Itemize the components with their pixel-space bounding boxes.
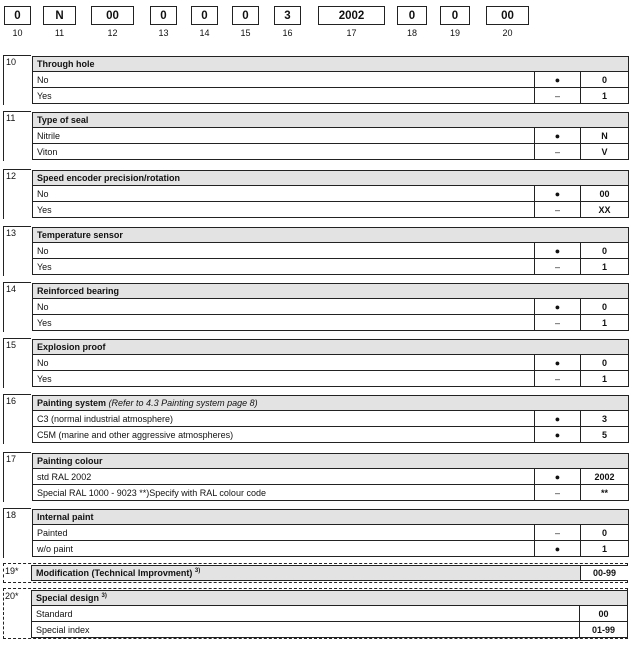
option-dash-icon: –: [534, 525, 580, 540]
option-row: [32, 355, 629, 371]
option-row: [32, 299, 629, 315]
option-code: XX: [580, 202, 628, 217]
section-title: [33, 173, 628, 183]
option-code: 1: [580, 371, 628, 386]
section-header: [32, 112, 629, 128]
code-position-number: 16: [282, 28, 293, 38]
section-header: [32, 227, 629, 243]
modification-value: 00-99: [580, 566, 628, 580]
section-title-text: Painting colour: [37, 456, 103, 466]
option-code: 01-99: [579, 622, 627, 637]
section-title-text: Explosion proof: [37, 342, 106, 352]
option-row: [32, 315, 629, 331]
standard-dot-icon: ●: [534, 541, 580, 556]
option-label: Yes: [37, 204, 52, 215]
section-14: [3, 282, 607, 332]
option-row: [32, 371, 629, 387]
option-code: 5: [580, 427, 628, 442]
code-box-12: 00: [91, 6, 134, 25]
code-position-number: 10: [12, 28, 23, 38]
code-position-number: 19: [449, 28, 460, 38]
section-13: [3, 226, 607, 276]
option-row: [32, 144, 629, 160]
section-number: 13: [6, 228, 17, 238]
standard-dot-icon: ●: [534, 355, 580, 370]
option-row: [32, 128, 629, 144]
section-title-text: Internal paint: [37, 512, 94, 522]
section-number: 16: [6, 396, 17, 406]
section-number: 15: [6, 340, 17, 350]
code-position-number: 15: [240, 28, 251, 38]
code-position-number: 12: [107, 28, 118, 38]
option-row: [32, 186, 629, 202]
option-label: C5M (marine and other aggressive atmospheres): [37, 429, 234, 440]
section-title: [33, 342, 628, 352]
option-label: No: [37, 357, 49, 368]
section-number: 18: [6, 510, 17, 520]
section-title-text: Reinforced bearing: [37, 286, 120, 296]
section-title-text: Temperature sensor: [37, 230, 123, 240]
section-number: 11: [6, 113, 16, 123]
option-row: [32, 202, 629, 218]
option-dash-icon: –: [534, 259, 580, 274]
section-title: [33, 230, 628, 240]
section-title-text: Type of seal: [37, 115, 89, 125]
option-row: [32, 259, 629, 275]
code-box-11: N: [43, 6, 76, 25]
option-row: [31, 622, 628, 638]
option-label: Yes: [37, 261, 52, 272]
code-box-16: 3: [274, 6, 301, 25]
code-box-14: 0: [191, 6, 218, 25]
option-label: std RAL 2002: [37, 471, 92, 482]
section-title: [33, 286, 628, 296]
section-number: 12: [6, 171, 17, 181]
section-number: 17: [6, 454, 17, 464]
option-label: Standard: [36, 608, 73, 619]
option-code: 1: [580, 541, 628, 556]
standard-dot-icon: ●: [534, 411, 580, 426]
standard-dot-icon: ●: [534, 243, 580, 258]
option-code: 1: [580, 88, 628, 103]
code-position-number: 11: [54, 28, 65, 38]
section-number: 10: [6, 57, 17, 67]
standard-dot-icon: ●: [534, 299, 580, 314]
option-code: 1: [580, 259, 628, 274]
option-label: w/o paint: [37, 543, 74, 554]
option-row: [32, 541, 629, 557]
standard-dot-icon: ●: [534, 469, 580, 484]
code-box-17: 2002: [318, 6, 385, 25]
option-code: 0: [580, 243, 628, 258]
option-code: 00: [580, 186, 628, 201]
option-label: No: [37, 245, 49, 256]
section-16: [3, 394, 607, 444]
section-header: [32, 509, 629, 525]
option-row: [32, 485, 629, 501]
option-label: No: [37, 74, 49, 85]
section-title-note: (Refer to 4.3 Painting system page 8): [108, 398, 258, 408]
code-position-number: 18: [406, 28, 417, 38]
option-code: **: [580, 485, 628, 500]
section-header: [32, 170, 629, 186]
section-18: [3, 508, 607, 558]
code-box-20: 00: [486, 6, 529, 25]
standard-dot-icon: ●: [534, 128, 580, 143]
option-row: [32, 72, 629, 88]
option-label: Yes: [37, 317, 52, 328]
option-label: Painted: [37, 527, 68, 538]
section-17: [3, 452, 615, 502]
option-label: Yes: [37, 373, 52, 384]
code-box-19: 0: [440, 6, 470, 25]
option-code: 3: [580, 411, 628, 426]
option-row: [32, 427, 629, 443]
code-box-18: 0: [397, 6, 427, 25]
section-11: [3, 111, 608, 161]
section-title: Modification (Technical Improvment) $^{3)}$: [36, 568, 201, 578]
option-code: 00: [579, 606, 627, 621]
standard-dot-icon: ●: [534, 186, 580, 201]
standard-dot-icon: ●: [534, 427, 580, 442]
option-row: [32, 88, 629, 104]
option-label: No: [37, 301, 49, 312]
section-title-text: Speed encoder precision/rotation: [37, 173, 181, 183]
option-dash-icon: –: [534, 88, 580, 103]
option-code: 0: [580, 72, 628, 87]
section-header: [32, 339, 629, 355]
option-code: 1: [580, 315, 628, 330]
section-20-header: [31, 590, 628, 606]
section-title: Special design $^{3)}$: [36, 593, 107, 603]
option-label: Viton: [37, 146, 58, 157]
option-code: N: [580, 128, 628, 143]
section-header: [32, 453, 629, 469]
option-code: 0: [580, 299, 628, 314]
section-19-header: [31, 565, 628, 581]
option-dash-icon: –: [534, 315, 580, 330]
option-code: 0: [580, 355, 628, 370]
section-number: 20*: [5, 591, 19, 601]
option-dash-icon: –: [534, 485, 580, 500]
section-header: [32, 283, 629, 299]
option-code: 2002: [580, 469, 628, 484]
code-position-number: 17: [346, 28, 357, 38]
section-15: [3, 338, 607, 388]
section-title: [33, 115, 628, 125]
code-position-number: 20: [502, 28, 513, 38]
section-header: [32, 395, 629, 411]
code-box-10: 0: [4, 6, 31, 25]
section-12: [3, 169, 611, 219]
option-dash-icon: –: [534, 144, 580, 159]
option-label: Nitrile: [37, 130, 61, 141]
section-title: [33, 398, 628, 408]
option-label: C3 (normal industrial atmosphere): [37, 413, 174, 424]
option-row: [32, 469, 629, 485]
option-code: V: [580, 144, 628, 159]
section-number: 19*: [5, 566, 19, 576]
option-label: Special index: [36, 624, 90, 635]
section-title-text: Painting system: [37, 398, 107, 408]
section-title: [33, 512, 628, 522]
option-label: Special RAL 1000 - 9023 **)Specify with RAL colour code: [37, 487, 266, 498]
option-code: 0: [580, 525, 628, 540]
code-box-13: 0: [150, 6, 177, 25]
option-dash-icon: –: [534, 202, 580, 217]
section-number: 14: [6, 284, 17, 294]
section-title-text: Through hole: [37, 59, 95, 69]
option-label: Yes: [37, 90, 52, 101]
option-row: [32, 525, 629, 541]
option-dash-icon: –: [534, 371, 580, 386]
section-title: [33, 59, 628, 69]
section-title: [33, 456, 628, 466]
section-10: [3, 55, 607, 105]
option-label: No: [37, 188, 49, 199]
option-row: [32, 243, 629, 259]
option-row: [32, 411, 629, 427]
standard-dot-icon: ●: [534, 72, 580, 87]
code-box-15: 0: [232, 6, 259, 25]
code-position-number: 14: [199, 28, 210, 38]
code-position-number: 13: [158, 28, 169, 38]
option-row: [31, 606, 628, 622]
section-header: [32, 56, 629, 72]
